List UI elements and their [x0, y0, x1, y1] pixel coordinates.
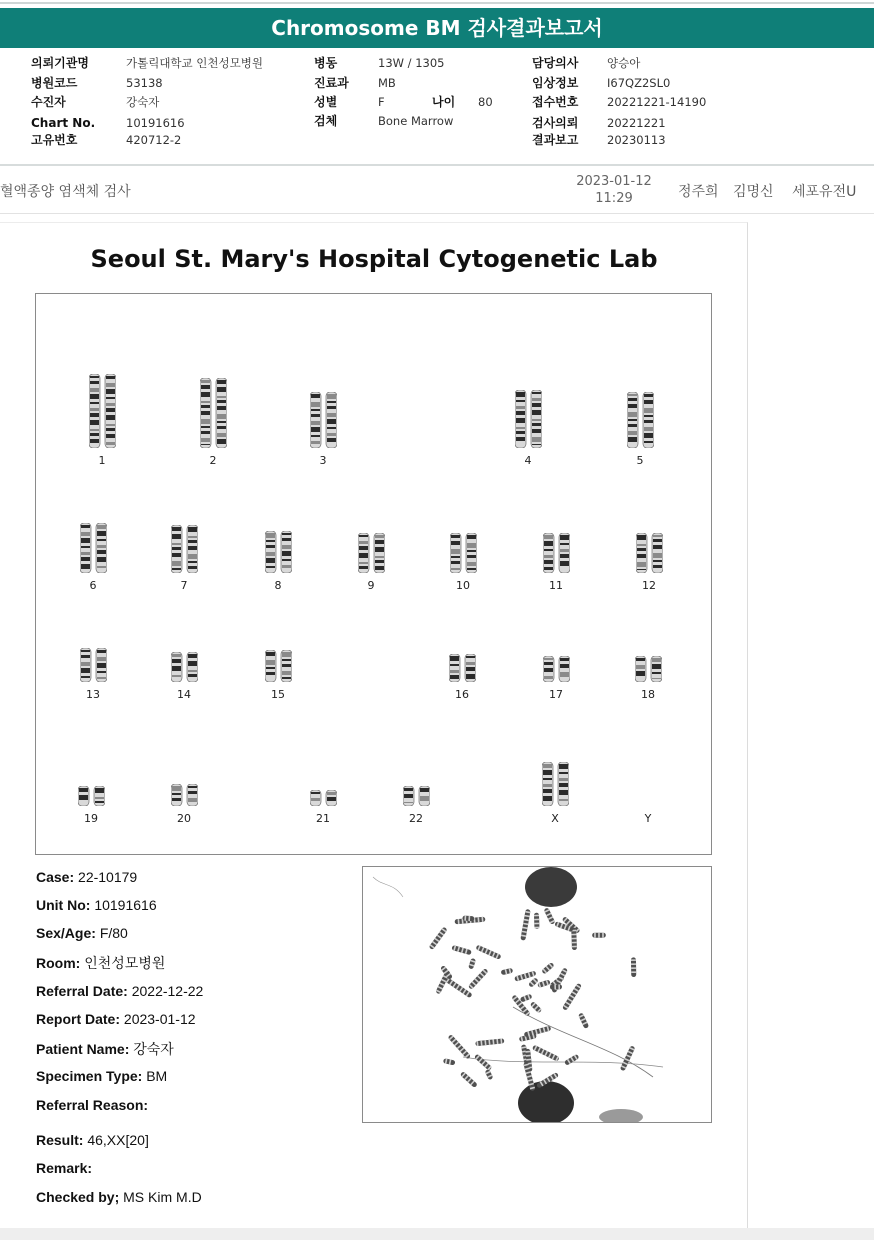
report-title: Chromosome BM 검사결과보고서: [0, 8, 874, 48]
field-result: Result: 46,XX[20]: [36, 1132, 149, 1148]
info-label-specimen: 검체: [314, 114, 338, 128]
karyotype-panel: [35, 293, 712, 855]
chromosome-pair-12: [636, 533, 663, 573]
chromosome-pair-19: [78, 786, 105, 806]
metaphase-chromosome: [520, 994, 533, 1003]
order-datetime: [566, 173, 662, 207]
chromosome-label-4: 4: [524, 454, 532, 467]
chromosome-label-21: 21: [316, 812, 330, 825]
info-label-clinical-info: 임상정보: [532, 76, 579, 90]
metaphase-chromosome: [530, 1001, 542, 1013]
chromosome-label-18: 18: [641, 688, 655, 701]
info-value-ward: 13W / 1305: [378, 56, 445, 70]
metaphase-chromosome: [592, 933, 606, 938]
metaphase-chromosome: [443, 1058, 456, 1065]
info-label-doctor: 담당의사: [532, 56, 579, 70]
metaphase-chromosome: [474, 1054, 492, 1071]
metaphase-chromosome: [537, 979, 551, 988]
chromosome-pair-14: [171, 652, 198, 682]
chromosome-pair-6: [80, 523, 107, 573]
metaphase-chromosome: [501, 968, 514, 976]
chromosome-pair-17: [543, 656, 570, 682]
field-report-date: Report Date: 2023-01-12: [36, 1011, 196, 1027]
chromosome-label-12: 12: [642, 579, 656, 592]
info-label-department: 진료과: [314, 76, 349, 90]
chromosome-label-3: 3: [319, 454, 327, 467]
metaphase-chromosome: [562, 983, 582, 1011]
info-label-result-report: 결과보고: [532, 133, 579, 147]
chromosome-pair-x: [542, 762, 569, 806]
fiber: [463, 1057, 663, 1067]
info-label-chart-no: Chart No.: [31, 116, 96, 130]
metaphase-chromosome: [541, 962, 554, 975]
chromosome-label-5: 5: [636, 454, 644, 467]
chromosome-pair-10: [450, 533, 477, 573]
chromosome-label-1: 1: [98, 454, 106, 467]
info-value-institution: 가톨릭대학교 인천성모병원: [126, 56, 263, 70]
metaphase-chromosome: [524, 1026, 552, 1038]
metaphase-chromosome: [578, 1012, 589, 1029]
info-value-result-report: 20230113: [607, 133, 666, 147]
field-unit-no: Unit No: 10191616: [36, 897, 157, 913]
metaphase-chromosome: [444, 977, 473, 998]
metaphase-spread: [363, 867, 712, 1123]
chromosome-pair-1: [89, 374, 116, 448]
info-value-doctor: 양승아: [607, 56, 641, 70]
chromosome-label-16: 16: [455, 688, 469, 701]
order-person-1: 정주희: [678, 184, 719, 200]
info-label-test-request: 검사의뢰: [532, 116, 579, 130]
metaphase-chromosome: [564, 1054, 579, 1066]
info-label-institution: 의뢰기관명: [31, 56, 89, 70]
info-label-hospital-code: 병원코드: [31, 76, 78, 90]
report-sheet: [0, 222, 748, 1228]
metaphase-chromosome: [447, 1034, 471, 1059]
order-title[interactable]: 혈액종양 염색체 검사: [0, 184, 131, 200]
info-label-ward: 병동: [314, 56, 338, 70]
chromosome-pair-20: [171, 784, 198, 806]
chromosome-pair-8: [265, 531, 292, 573]
chromosome-label-13: 13: [86, 688, 100, 701]
field-sex-age: Sex/Age: F/80: [36, 925, 128, 941]
field-remark: Remark:: [36, 1160, 93, 1176]
field-referral-date: Referral Date: 2022-12-22: [36, 983, 204, 999]
metaphase-chromosome: [485, 1069, 494, 1080]
order-date: 2023-01-12: [576, 174, 652, 189]
info-label-receipt-no: 접수번호: [532, 95, 579, 109]
order-person-2: 김명신: [733, 184, 774, 200]
info-label-age: 나이: [432, 95, 456, 109]
field-room: Room: 인천성모병원: [36, 955, 166, 971]
chromosome-label-19: 19: [84, 812, 98, 825]
info-value-receipt-no: 20221221-14190: [607, 95, 707, 109]
chromosome-label-22: 22: [409, 812, 423, 825]
metaphase-chromosome: [475, 1038, 504, 1046]
field-patient-name: Patient Name: 강숙자: [36, 1041, 174, 1057]
info-value-sex: F: [378, 95, 385, 109]
info-label-unique-no: 고유번호: [31, 133, 78, 147]
chromosome-label-x: X: [551, 812, 559, 825]
chromosome-pair-3: [310, 392, 337, 448]
chromosome-label-8: 8: [274, 579, 282, 592]
chromosome-label-15: 15: [271, 688, 285, 701]
chromosome-pair-16: [449, 654, 476, 682]
patient-info-block: [0, 48, 874, 166]
chromosome-pair-21: [310, 790, 337, 806]
top-rule: [0, 2, 874, 4]
metaphase-chromosome: [571, 928, 577, 950]
chromosome-label-14: 14: [177, 688, 191, 701]
lab-title: Seoul St. Mary's Hospital Cytogenetic Lab: [90, 245, 658, 273]
field-case: Case: 22-10179: [36, 869, 138, 885]
chromosome-pair-13: [80, 648, 107, 682]
info-value-test-request: 20221221: [607, 116, 666, 130]
chromosome-label-9: 9: [367, 579, 375, 592]
info-value-specimen: Bone Marrow: [378, 114, 454, 128]
metaphase-chromosome: [520, 909, 530, 941]
chromosome-pair-2: [200, 378, 227, 448]
metaphase-chromosome: [429, 926, 448, 950]
metaphase-chromosome: [544, 907, 556, 925]
fiber: [373, 877, 403, 897]
metaphase-chromosome: [460, 1071, 478, 1088]
field-referral-reason: Referral Reason:: [36, 1097, 149, 1113]
debris-bottom: [599, 1109, 643, 1123]
chromosome-pair-18: [635, 656, 662, 682]
metaphase-chromosome: [462, 915, 474, 921]
chromosome-label-y: Y: [644, 812, 652, 825]
chromosome-label-10: 10: [456, 579, 470, 592]
chromosome-label-6: 6: [89, 579, 97, 592]
metaphase-image: [362, 866, 712, 1123]
metaphase-chromosome: [532, 1045, 560, 1062]
info-value-age: 80: [478, 95, 493, 109]
info-value-unique-no: 420712-2: [126, 133, 182, 147]
chromosome-pair-22: [403, 786, 430, 806]
bottom-strip: [0, 1228, 874, 1240]
order-department: 세포유전U: [792, 184, 857, 200]
chromosome-pair-5: [627, 392, 654, 448]
info-label-sex: 성별: [314, 95, 338, 109]
chromosome-pair-11: [543, 533, 570, 573]
chromosome-label-2: 2: [209, 454, 217, 467]
metaphase-chromosome: [631, 957, 636, 977]
info-value-department: MB: [378, 76, 396, 90]
field-checked-by: Checked by; MS Kim M.D: [36, 1189, 202, 1205]
metaphase-chromosome: [468, 968, 489, 990]
chromosome-pair-7: [171, 525, 198, 573]
metaphase-chromosome: [534, 913, 540, 929]
metaphase-chromosome: [475, 945, 501, 960]
metaphase-chromosome: [550, 984, 562, 989]
chromosome-label-11: 11: [549, 579, 563, 592]
chromosome-label-20: 20: [177, 812, 191, 825]
info-value-chart-no: 10191616: [126, 116, 185, 130]
info-label-patient: 수진자: [31, 95, 66, 109]
info-value-patient: 강숙자: [126, 95, 160, 109]
field-specimen-type: Specimen Type: BM: [36, 1068, 168, 1084]
nucleus-top: [525, 867, 577, 907]
metaphase-chromosome: [528, 977, 539, 988]
chromosome-label-17: 17: [549, 688, 563, 701]
nucleus-bottom: [518, 1081, 574, 1123]
order-time: 11:29: [595, 191, 633, 206]
chromosome-pair-4: [515, 390, 542, 448]
order-bar: [0, 168, 874, 214]
metaphase-chromosome: [451, 945, 472, 955]
chromosome-pair-9: [358, 533, 385, 573]
info-value-hospital-code: 53138: [126, 76, 163, 90]
chromosome-pair-15: [265, 650, 292, 682]
info-value-clinical-info: I67QZ2SL0: [607, 76, 671, 90]
chromosome-label-7: 7: [180, 579, 188, 592]
metaphase-chromosome: [468, 958, 476, 970]
